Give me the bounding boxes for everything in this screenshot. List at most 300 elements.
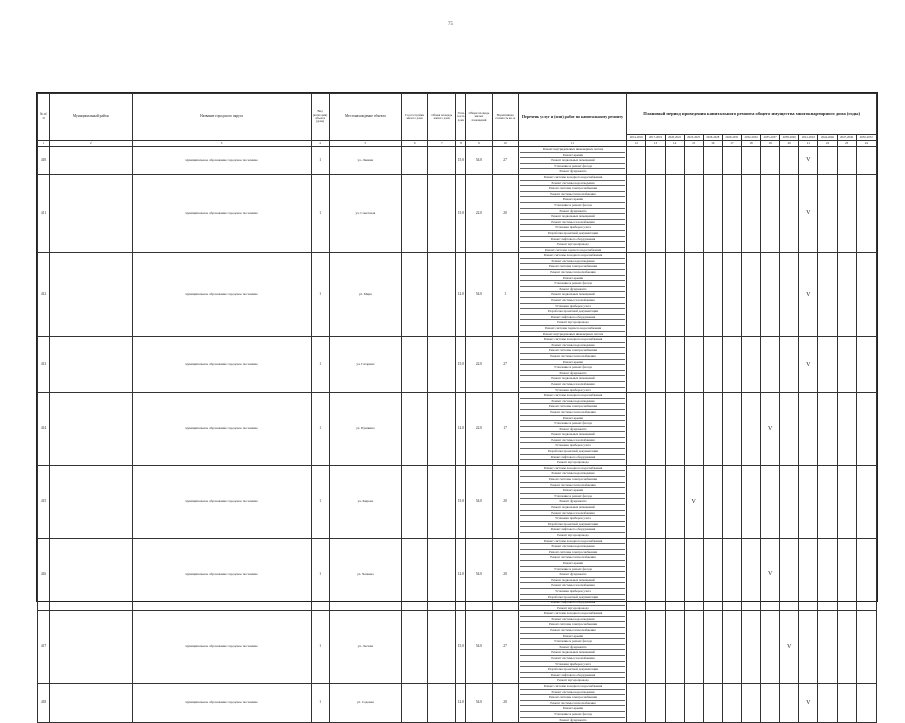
period-cell: [646, 337, 665, 393]
area-cost-cell: 27: [492, 337, 518, 393]
type-cell: 1: [311, 174, 329, 252]
area-cost-cell: 20: [492, 174, 518, 252]
period-cell: [627, 465, 646, 538]
period-cell: [627, 684, 646, 723]
work-item: Ремонт системы газоснабжения: [520, 220, 626, 226]
floors-cell: 12.0: [456, 393, 466, 466]
work-item: Ремонт системы холодного водоснабжения: [520, 611, 626, 617]
work-item: Утепление и ремонт фасада: [520, 365, 626, 371]
type-cell: 1: [311, 393, 329, 466]
work-item: Ремонт мусоропровода: [557, 460, 589, 465]
work-item: Ремонт системы холодного водоснабжения: [520, 539, 626, 545]
settlement-cell: муниципальное образование городское поселение: [132, 393, 311, 466]
work-item: Ремонт системы водоотведения: [520, 617, 626, 623]
year-label: 2029-2031: [722, 135, 741, 141]
district-cell: [50, 538, 132, 611]
area-living-cell: 54.0: [466, 611, 492, 684]
address-cell: ул. Кирова: [329, 465, 401, 538]
work-item: Ремонт системы теплоснабжения: [520, 270, 626, 276]
period-cell: [837, 337, 856, 393]
period-cell: [780, 538, 799, 611]
column-number: 15: [684, 141, 703, 147]
work-item: Ремонт системы водоотведения: [520, 259, 626, 265]
header-address: Местонахождение объекта: [329, 94, 401, 141]
year-cell: [402, 684, 428, 723]
floors-cell: 15.0: [456, 147, 466, 175]
period-cell: [799, 465, 818, 538]
column-number: 4: [311, 141, 329, 147]
work-item: Ремонт лифтового оборудования: [520, 600, 626, 606]
works-cell: [518, 337, 627, 393]
period-cell: [761, 611, 780, 684]
column-number: 9: [466, 141, 492, 147]
period-cell: [837, 684, 856, 723]
type-cell: 1: [311, 253, 329, 337]
floors-cell: 12.0: [456, 253, 466, 337]
work-item: Утепление и ремонт фасада: [520, 639, 626, 645]
period-cell: [837, 147, 856, 175]
table-row: [38, 147, 877, 175]
work-item: Ремонт системы водоотведения: [520, 181, 626, 187]
period-cell: [780, 253, 799, 337]
column-number: 2: [50, 141, 132, 147]
type-cell: 1: [311, 465, 329, 538]
row-number: 415: [38, 465, 50, 538]
year-label: 2017-2019: [646, 135, 665, 141]
table-row: [38, 684, 877, 723]
period-cell: [627, 611, 646, 684]
year-label: 2014-2016: [627, 135, 646, 141]
year-label: 2047-2049: [837, 135, 856, 141]
header-floors: Этаж-ность дома: [456, 94, 466, 141]
floors-cell: 15.0: [456, 337, 466, 393]
period-cell: [818, 538, 837, 611]
work-item: Установка приборов учета: [520, 516, 626, 522]
column-number: 23: [837, 141, 856, 147]
row-number: 417: [38, 611, 50, 684]
period-cell: [722, 465, 741, 538]
period-cell: [703, 611, 722, 684]
column-number: 24: [856, 141, 876, 147]
work-item: Ремонт системы холодного водоснабжения: [520, 393, 626, 399]
work-item: Установка приборов учета: [520, 225, 626, 231]
period-cell: [722, 147, 741, 175]
year-cell: [402, 174, 428, 252]
column-number: 7: [428, 141, 456, 147]
work-item: Ремонт подвальных помещений: [520, 376, 626, 382]
work-item: Ремонт системы водоотведения: [520, 471, 626, 477]
row-number: 410: [38, 147, 50, 175]
period-cell: V: [684, 465, 703, 538]
period-cell: [646, 393, 665, 466]
period-cell: [703, 465, 722, 538]
column-number: 17: [722, 141, 741, 147]
work-item: Ремонт системы теплоснабжения: [520, 555, 626, 561]
work-item: Ремонт системы электроснабжения: [520, 186, 626, 192]
period-cell: [684, 147, 703, 175]
period-cell: [722, 393, 741, 466]
year-cell: [402, 147, 428, 175]
district-cell: [50, 337, 132, 393]
work-item: Разработка проектной документации: [520, 449, 626, 455]
work-item: Ремонт фундамента: [520, 287, 626, 293]
row-number: 413: [38, 337, 50, 393]
floors-cell: 15.0: [456, 174, 466, 252]
header-settlement: Название городского округа: [132, 94, 311, 141]
work-item: Ремонт внутридомовых инженерных систем: [542, 331, 604, 336]
district-cell: [50, 174, 132, 252]
period-cell: [684, 253, 703, 337]
area-total-cell: [428, 611, 456, 684]
row-number: 412: [38, 253, 50, 337]
area-total-cell: [428, 174, 456, 252]
work-item: Ремонт подвальных помещений: [520, 650, 626, 656]
work-item: Ремонт подвальных помещений: [520, 158, 626, 164]
work-item: Установка приборов учета: [555, 387, 591, 392]
period-cell: [665, 465, 684, 538]
year-cell: [402, 393, 428, 466]
year-label: 2032-2034: [741, 135, 760, 141]
works-cell: [518, 174, 627, 252]
column-number: 6: [402, 141, 428, 147]
area-total-cell: [428, 465, 456, 538]
period-cell: [646, 253, 665, 337]
header-period: Плановый период проведения капитального ремонта общего имущества многоквартирного дома (годы): [627, 94, 877, 135]
period-cell: [684, 337, 703, 393]
period-cell: [837, 253, 856, 337]
period-cell: [722, 337, 741, 393]
work-item: Утепление и ремонт фасада: [520, 203, 626, 209]
period-cell: V: [761, 538, 780, 611]
work-item: Разработка проектной документации: [520, 522, 626, 528]
period-cell: [627, 147, 646, 175]
period-cell: [646, 465, 665, 538]
area-total-cell: [428, 253, 456, 337]
work-item: Ремонт системы холодного водоснабжения: [520, 466, 626, 472]
year-label: 2035-2037: [761, 135, 780, 141]
year-cell: [402, 337, 428, 393]
period-cell: [703, 147, 722, 175]
period-cell: [703, 684, 722, 723]
header-district: Муниципальный район: [50, 94, 132, 141]
column-number: 5: [329, 141, 401, 147]
period-cell: [837, 174, 856, 252]
work-item: Ремонт подвальных помещений: [520, 578, 626, 584]
work-item: Установка приборов учета: [520, 662, 626, 668]
works-cell: [518, 393, 627, 466]
work-item: Ремонт лифтового оборудования: [520, 237, 626, 243]
column-number: 1: [38, 141, 50, 147]
header-works: Перечень услуг и (или) работ по капитальному ремонту: [518, 94, 627, 141]
work-item: Ремонт фундамента: [520, 427, 626, 433]
work-item: Ремонт системы горячего водоснабжения: [520, 326, 626, 332]
area-living-cell: 54.0: [466, 253, 492, 337]
district-cell: [50, 684, 132, 723]
work-item: Ремонт крыши: [520, 416, 626, 422]
work-item: Ремонт системы холодного водоснабжения: [520, 337, 626, 343]
work-item: Ремонт крыши: [520, 276, 626, 282]
work-item: Ремонт системы газоснабжения: [520, 656, 626, 662]
period-cell: [703, 174, 722, 252]
work-item: Ремонт системы холодного водоснабжения: [520, 253, 626, 259]
work-item: Ремонт фундамента: [520, 572, 626, 578]
year-label: 2038-2040: [780, 135, 799, 141]
works-cell: [518, 684, 627, 723]
column-number: 14: [665, 141, 684, 147]
work-item: Ремонт фундамента: [520, 499, 626, 505]
period-cell: [780, 147, 799, 175]
floors-cell: 12.0: [456, 684, 466, 723]
work-item: Утепление и ремонт фасада: [520, 494, 626, 500]
period-cell: [818, 253, 837, 337]
settlement-cell: муниципальное образование городское поселение: [132, 684, 311, 723]
address-cell: ул. Ленина: [329, 147, 401, 175]
work-item: Ремонт лифтового оборудования: [520, 673, 626, 679]
period-cell: [627, 393, 646, 466]
period-cell: [665, 393, 684, 466]
year-cell: [402, 253, 428, 337]
floors-cell: 12.0: [456, 538, 466, 611]
work-item: Ремонт крыши: [520, 360, 626, 366]
area-living-cell: 54.0: [466, 147, 492, 175]
table-row: [38, 465, 877, 538]
period-cell: [722, 684, 741, 723]
address-cell: ул. Мира: [329, 253, 401, 337]
work-item: Ремонт фундамента: [520, 209, 626, 215]
period-cell: [665, 253, 684, 337]
period-cell: [780, 337, 799, 393]
work-item: Ремонт системы теплоснабжения: [520, 701, 626, 707]
column-number: 19: [761, 141, 780, 147]
period-cell: [761, 337, 780, 393]
floors-cell: 15.0: [456, 611, 466, 684]
work-item: Ремонт системы горячего водоснабжения: [544, 247, 602, 252]
work-item: Ремонт внутридомовых инженерных систем: [520, 147, 626, 153]
work-item: Ремонт мусоропровода: [520, 320, 626, 326]
district-cell: [50, 465, 132, 538]
column-number: 21: [799, 141, 818, 147]
period-cell: [703, 538, 722, 611]
year-cell: [402, 611, 428, 684]
column-number: 20: [780, 141, 799, 147]
period-cell: [684, 684, 703, 723]
work-item: Утепление и ремонт фасада: [520, 712, 626, 718]
period-cell: [646, 147, 665, 175]
work-item: Ремонт лифтового оборудования: [520, 527, 626, 533]
work-item: Ремонт системы теплоснабжения: [520, 354, 626, 360]
work-item: Ремонт системы электроснабжения: [520, 348, 626, 354]
work-item: Ремонт системы водоотведения: [520, 690, 626, 696]
header-year: Год постройки жилого дома: [402, 94, 428, 141]
period-cell: V: [799, 684, 818, 723]
work-item: Ремонт мусоропровода: [520, 242, 626, 248]
period-cell: [856, 147, 876, 175]
period-cell: [761, 465, 780, 538]
area-total-cell: [428, 393, 456, 466]
work-item: Ремонт крыши: [520, 197, 626, 203]
area-cost-cell: 20: [492, 684, 518, 723]
settlement-cell: муниципальное образование городское поселение: [132, 465, 311, 538]
period-cell: [856, 538, 876, 611]
period-cell: V: [799, 337, 818, 393]
column-number: 18: [741, 141, 760, 147]
period-cell: [741, 174, 760, 252]
row-number: 418: [38, 684, 50, 723]
capital-repair-table-sheet: [36, 92, 878, 722]
row-number: 416: [38, 538, 50, 611]
header-row: [38, 94, 877, 135]
header-area-living: Общая площадь жилых помещений: [466, 94, 492, 141]
area-total-cell: [428, 684, 456, 723]
year-label: 2041-2043: [799, 135, 818, 141]
work-item: Установка приборов учета: [520, 304, 626, 310]
row-number: 411: [38, 174, 50, 252]
period-cell: [856, 393, 876, 466]
address-cell: ул. Чапаева: [329, 538, 401, 611]
period-cell: [741, 393, 760, 466]
period-cell: [818, 147, 837, 175]
work-item: Ремонт системы холодного водоснабжения: [520, 175, 626, 181]
period-cell: [780, 465, 799, 538]
period-cell: [856, 684, 876, 723]
period-cell: [741, 611, 760, 684]
period-cell: [665, 611, 684, 684]
work-item: Ремонт системы электроснабжения: [520, 477, 626, 483]
address-cell: ул. Лесная: [329, 611, 401, 684]
column-number: 10: [492, 141, 518, 147]
address-cell: ул. Пушкина: [329, 393, 401, 466]
work-item: Ремонт системы электроснабжения: [520, 404, 626, 410]
period-cell: V: [799, 253, 818, 337]
district-cell: [50, 393, 132, 466]
work-item: Ремонт фундамента: [559, 169, 587, 174]
header-num: № п/п: [38, 94, 50, 141]
type-cell: 1: [311, 147, 329, 175]
period-cell: [799, 611, 818, 684]
settlement-cell: муниципальное образование городское поселение: [132, 253, 311, 337]
period-cell: [780, 174, 799, 252]
area-cost-cell: 1: [492, 253, 518, 337]
work-item: Ремонт системы газоснабжения: [520, 438, 626, 444]
work-item: Ремонт системы теплоснабжения: [520, 483, 626, 489]
period-cell: [646, 538, 665, 611]
period-cell: [837, 465, 856, 538]
type-cell: 1: [311, 337, 329, 393]
period-cell: [684, 393, 703, 466]
period-cell: [818, 684, 837, 723]
area-cost-cell: 20: [492, 538, 518, 611]
type-cell: 1: [311, 684, 329, 723]
capital-repair-table: [37, 93, 877, 723]
period-cell: [703, 253, 722, 337]
work-item: Ремонт фундамента: [520, 371, 626, 377]
work-item: Ремонт лифтового оборудования: [520, 315, 626, 321]
work-item: Ремонт системы электроснабжения: [520, 695, 626, 701]
period-cell: [665, 684, 684, 723]
table-row: [38, 611, 877, 684]
works-cell: [518, 465, 627, 538]
table-row: [38, 253, 877, 337]
period-cell: [780, 684, 799, 723]
column-number: 8: [456, 141, 466, 147]
period-cell: [627, 337, 646, 393]
period-cell: [665, 147, 684, 175]
period-cell: [799, 538, 818, 611]
column-number: 12: [627, 141, 646, 147]
period-cell: [741, 337, 760, 393]
table-row: [38, 538, 877, 611]
area-living-cell: 22.0: [466, 174, 492, 252]
work-item: Утепление и ремонт фасада: [520, 164, 626, 170]
period-cell: [761, 174, 780, 252]
column-number: 3: [132, 141, 311, 147]
work-item: Ремонт системы газоснабжения: [520, 511, 626, 517]
period-cell: [741, 538, 760, 611]
type-cell: 1: [311, 538, 329, 611]
year-label: 2026-2028: [703, 135, 722, 141]
header-type: Вид (категория) объекта (дома): [311, 94, 329, 141]
table-body: [38, 147, 877, 723]
work-item: Ремонт мусоропровода: [557, 605, 589, 610]
period-cell: [722, 538, 741, 611]
work-item: Утепление и ремонт фасада: [520, 421, 626, 427]
period-cell: [741, 253, 760, 337]
period-cell: [780, 393, 799, 466]
period-cell: [627, 174, 646, 252]
column-number: 11: [518, 141, 627, 147]
period-cell: V: [761, 393, 780, 466]
period-cell: [703, 393, 722, 466]
column-number: 13: [646, 141, 665, 147]
work-item: Ремонт подвальных помещений: [520, 214, 626, 220]
settlement-cell: муниципальное образование городское поселение: [132, 611, 311, 684]
period-cell: [684, 611, 703, 684]
row-number: 414: [38, 393, 50, 466]
work-item: Ремонт крыши: [520, 561, 626, 567]
area-living-cell: 54.0: [466, 684, 492, 723]
area-total-cell: [428, 147, 456, 175]
settlement-cell: муниципальное образование городское поселение: [132, 174, 311, 252]
work-item: Установка приборов учета: [520, 443, 626, 449]
table-row: [38, 174, 877, 252]
work-item: Ремонт мусоропровода: [557, 532, 589, 537]
period-cell: [818, 337, 837, 393]
period-cell: [856, 174, 876, 252]
work-item: Ремонт системы электроснабжения: [520, 622, 626, 628]
floors-cell: 15.0: [456, 465, 466, 538]
period-cell: [856, 465, 876, 538]
page-number: 75: [448, 22, 453, 27]
period-cell: [856, 253, 876, 337]
column-number: 16: [703, 141, 722, 147]
area-living-cell: 54.0: [466, 465, 492, 538]
area-cost-cell: 27: [492, 147, 518, 175]
work-item: Ремонт системы водоотведения: [520, 399, 626, 405]
district-cell: [50, 611, 132, 684]
table-row: [38, 337, 877, 393]
address-cell: ул. Садовая: [329, 684, 401, 723]
area-living-cell: 54.0: [466, 538, 492, 611]
period-cell: [646, 684, 665, 723]
address-cell: ул. Советская: [329, 174, 401, 252]
period-cell: [703, 337, 722, 393]
period-cell: [627, 253, 646, 337]
period-cell: [722, 253, 741, 337]
work-item: Ремонт фундамента: [559, 717, 587, 722]
work-item: Ремонт подвальных помещений: [520, 432, 626, 438]
work-item: Разработка проектной документации: [520, 595, 626, 601]
period-cell: [741, 465, 760, 538]
